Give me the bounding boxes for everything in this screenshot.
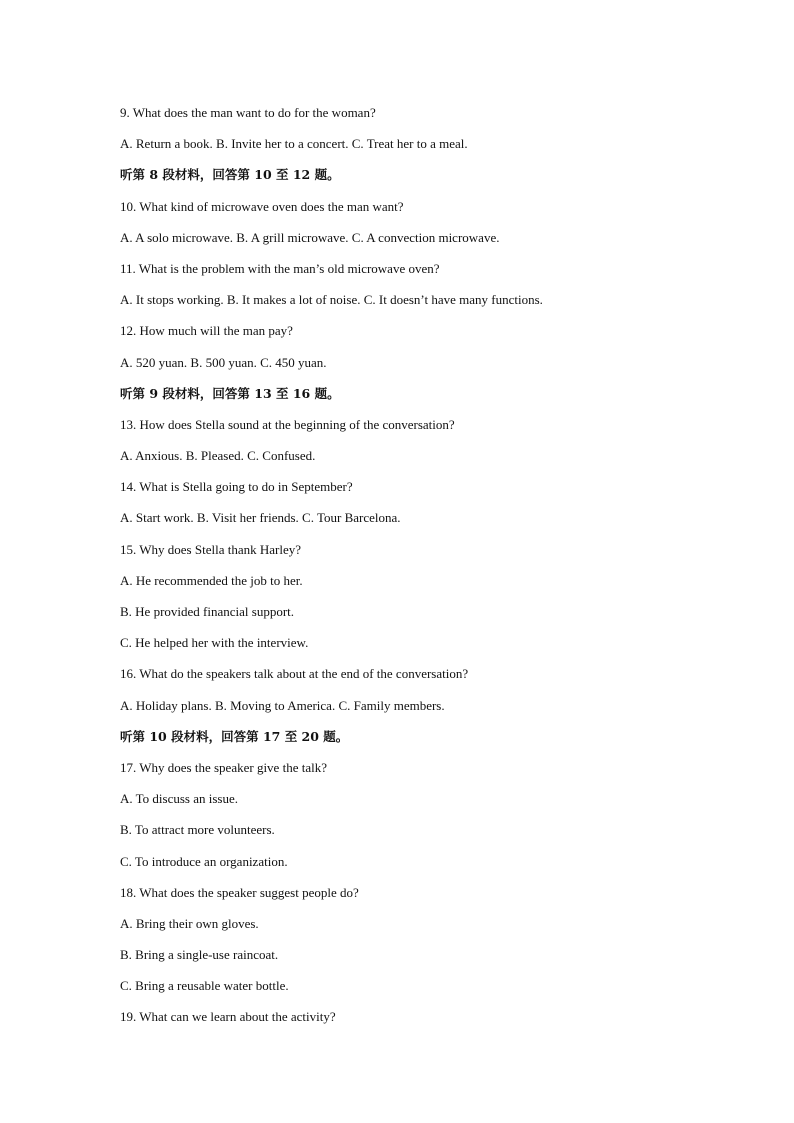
section-heading-10: 听第 10 段材料，回答第 17 至 20 题。 bbox=[120, 728, 349, 744]
option-17-a: A. To discuss an issue. bbox=[120, 791, 239, 807]
option-17-c: C. To introduce an organization. bbox=[120, 853, 288, 869]
question-15: 15. Why does Stella thank Harley? bbox=[120, 541, 301, 557]
question-13: 13. How does Stella sound at the beginning of the conversation? bbox=[120, 416, 455, 432]
listening-questions bbox=[120, 102, 720, 1038]
question-9: 9. What does the man want to do for the woman? bbox=[120, 105, 376, 120]
question-17: 17. Why does the speaker give the talk? bbox=[120, 759, 327, 775]
option-18-a: A. Bring their own gloves. bbox=[120, 915, 259, 931]
question-14: 14. What is Stella going to do in September? bbox=[120, 479, 353, 495]
option-15-c: C. He helped her with the interview. bbox=[120, 635, 309, 651]
option-15-b: B. He provided financial support. bbox=[120, 604, 295, 619]
section-heading-8: 听第 8 段材料，回答第 10 至 12 题。 bbox=[120, 167, 340, 183]
question-16: 16. What do the speakers talk about at the end of the conversation? bbox=[120, 666, 469, 682]
section-heading-9: 听第 9 段材料，回答第 13 至 16 题。 bbox=[120, 385, 340, 401]
question-12: 12. How much will the man pay? bbox=[120, 323, 293, 339]
options-12: A. 520 yuan. B. 500 yuan. C. 450 yuan. bbox=[120, 354, 327, 370]
options-10: A. A solo microwave. B. A grill microwave. C. A convection microwave. bbox=[120, 229, 500, 245]
options-11: A. It stops working. B. It makes a lot of noise. C. It doesn’t have many functions. bbox=[120, 292, 543, 308]
option-15-a: A. He recommended the job to her. bbox=[120, 572, 303, 588]
question-10: 10. What kind of microwave oven does the man want? bbox=[120, 198, 404, 214]
option-17-b: B. To attract more volunteers. bbox=[120, 822, 275, 838]
options-14: A. Start work. B. Visit her friends. C. Tour Barcelona. bbox=[120, 510, 401, 526]
option-18-c: C. Bring a reusable water bottle. bbox=[120, 978, 289, 994]
question-18: 18. What does the speaker suggest people do? bbox=[120, 884, 359, 900]
options-16: A. Holiday plans. B. Moving to America. C. Family members. bbox=[120, 697, 445, 713]
question-19: 19. What can we learn about the activity? bbox=[120, 1009, 336, 1025]
question-11: 11. What is the problem with the man’s old microwave oven? bbox=[120, 260, 440, 276]
option-18-b: B. Bring a single-use raincoat. bbox=[120, 947, 279, 963]
options-9: A. Return a book. B. Invite her to a concert. C. Treat her to a meal. bbox=[120, 136, 468, 152]
options-13: A. Anxious. B. Pleased. C. Confused. bbox=[120, 448, 316, 464]
